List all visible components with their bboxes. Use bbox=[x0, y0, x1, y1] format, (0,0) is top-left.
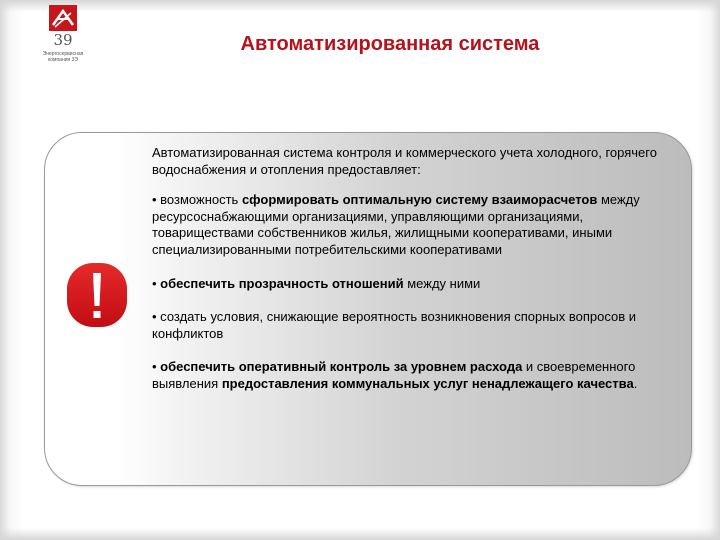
bullet: • bbox=[152, 309, 161, 325]
item-emphasis: обеспечить прозрачность отношений bbox=[160, 275, 404, 291]
bullet: • bbox=[152, 275, 161, 291]
list-item bbox=[152, 276, 676, 293]
item-emphasis: предоставления коммунальных услуг ненадлежащего качества bbox=[221, 375, 634, 391]
list-item bbox=[152, 359, 676, 392]
page-title: Автоматизированная система bbox=[240, 33, 540, 55]
list-item bbox=[152, 309, 676, 342]
company-logo bbox=[34, 5, 92, 73]
content-text bbox=[152, 145, 676, 393]
bullet: • bbox=[152, 359, 161, 375]
item-text: создать условия, снижающие вероятность возникновения спорных вопросов и конфликтов bbox=[152, 309, 637, 341]
frame-top-shadow bbox=[0, 0, 720, 12]
item-text: между ресурсоснабжающими организациями, управляющими организациями, товариществами собственников жилья, жилищными кооперативами, иными специализированными потребительскими кооперативами bbox=[152, 192, 640, 257]
frame-bottom-shadow bbox=[0, 528, 720, 540]
item-emphasis: обеспечить оперативный контроль за уровнем расхода bbox=[160, 359, 523, 375]
item-text: . bbox=[633, 375, 638, 391]
logo-caption: Энергосервисная компания 3Э bbox=[42, 51, 84, 63]
item-text: возможность bbox=[160, 192, 242, 208]
item-text: и своевременного выявления bbox=[152, 359, 636, 391]
item-emphasis: сформировать оптимальную систему взаиморасчетов bbox=[241, 192, 598, 208]
bullet: • bbox=[152, 192, 161, 208]
list-item bbox=[152, 192, 676, 258]
exclamation-icon bbox=[66, 262, 128, 328]
logo-mark-icon bbox=[49, 5, 77, 31]
item-text: между ними bbox=[403, 275, 481, 291]
logo-number: 39 bbox=[53, 31, 73, 49]
intro-paragraph: Автоматизированная система контроля и коммерческого учета холодного, горячего водоснабжения и отопления предоставляет: bbox=[152, 145, 657, 177]
